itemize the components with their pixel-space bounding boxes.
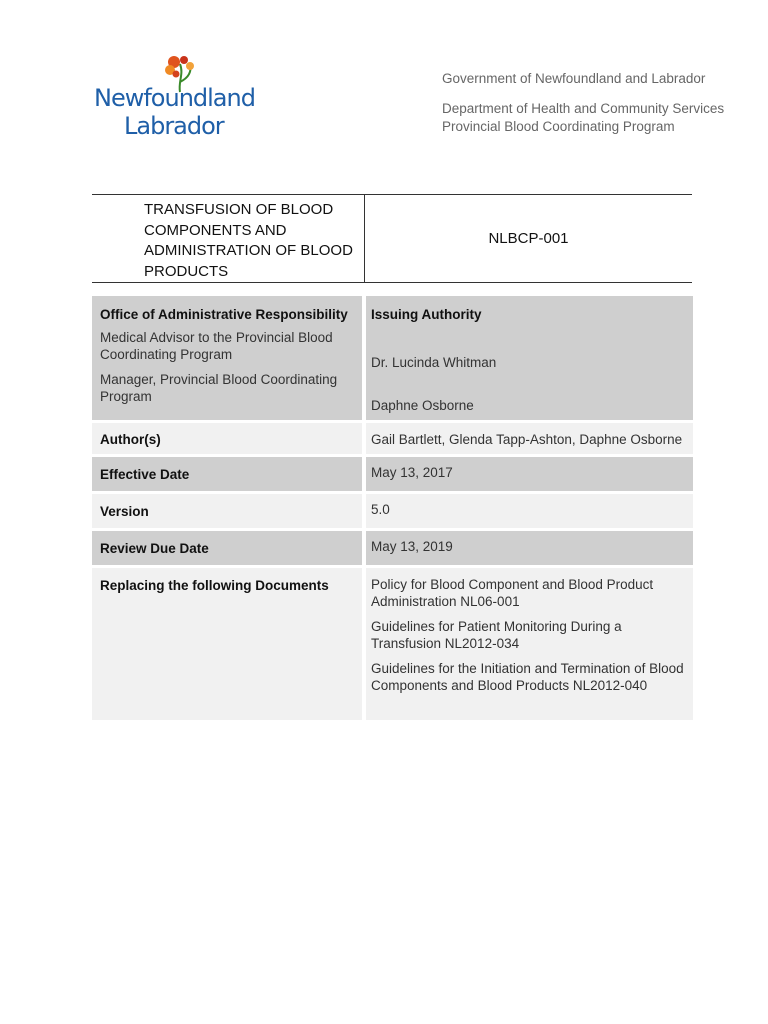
table-row — [92, 568, 693, 720]
issuing-label: Issuing Authority — [371, 307, 482, 322]
document-code: NLBCP-001 — [488, 230, 569, 247]
replaced-document: Policy for Blood Component and Blood Product Administration NL06-001 — [371, 577, 654, 609]
replacing-cell — [366, 568, 693, 720]
replaced-document: Guidelines for the Initiation and Termination of Blood Components and Blood Products NL2012-040 — [371, 661, 684, 693]
title-block — [92, 194, 692, 283]
department-line: Department of Health and Community Services — [442, 101, 725, 116]
office-line: Medical Advisor to the Provincial Blood Coordinating Program — [100, 330, 333, 362]
logo-text-newfoundland: Newfoundland — [94, 84, 255, 112]
table-row — [92, 494, 693, 528]
office-cell — [92, 296, 362, 420]
issuing-line: Daphne Osborne — [371, 398, 474, 413]
replaced-document: Guidelines for Patient Monitoring During a Transfusion NL2012-034 — [371, 619, 622, 651]
replacing-label: Replacing the following Documents — [92, 568, 362, 720]
program-line: Provincial Blood Coordinating Program — [442, 119, 675, 134]
issuing-cell — [366, 296, 693, 420]
table-row — [92, 296, 693, 420]
info-table — [92, 296, 693, 723]
logo-text-labrador: Labrador — [124, 112, 224, 140]
table-row — [92, 423, 693, 454]
nl-government-logo — [94, 52, 269, 152]
review-date-label: Review Due Date — [92, 531, 362, 565]
office-line: Manager, Provincial Blood Coordinating Program — [100, 372, 338, 404]
document-title: TRANSFUSION OF BLOOD COMPONENTS AND ADMINISTRATION OF BLOOD PRODUCTS — [144, 201, 353, 280]
table-row — [92, 457, 693, 491]
version-value: 5.0 — [366, 494, 693, 528]
effective-date-label: Effective Date — [92, 457, 362, 491]
table-row — [92, 531, 693, 565]
issuing-line: Dr. Lucinda Whitman — [371, 355, 497, 370]
authors-label: Author(s) — [92, 423, 362, 454]
authors-value: Gail Bartlett, Glenda Tapp-Ashton, Daphne Osborne — [366, 423, 693, 454]
review-date-value: May 13, 2019 — [366, 531, 693, 565]
version-label: Version — [92, 494, 362, 528]
office-label: Office of Administrative Responsibility — [100, 307, 348, 322]
effective-date-value: May 13, 2017 — [366, 457, 693, 491]
government-name: Government of Newfoundland and Labrador — [442, 71, 706, 86]
department-block — [442, 100, 724, 136]
